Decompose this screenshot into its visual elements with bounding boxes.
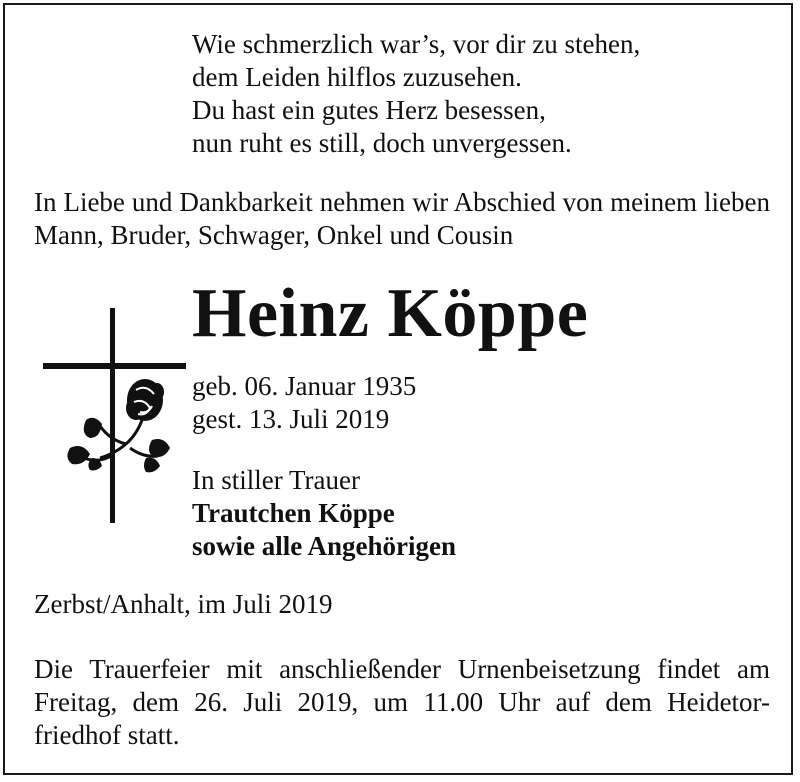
poem [192, 28, 640, 160]
mourners-block [192, 464, 456, 563]
mourner-name: Trautchen Köppe [192, 498, 395, 528]
other-mourners: sowie alle Angehörigen [192, 531, 456, 561]
cross-with-rose-icon [40, 308, 190, 528]
intro-text: In Liebe und Dankbarkeit nehmen wir Abschied von meinem lieben Mann, Bruder, Schwager, Onkel und Cousin [34, 187, 770, 250]
poem-line: Wie schmerzlich war’s, vor dir zu stehen, [192, 29, 641, 59]
funeral-line: Freitag, dem 26. Juli 2019, um 11.00 Uhr auf dem Heidetor- [34, 687, 770, 717]
poem-line: Du hast ein gutes Herz besessen, [192, 95, 546, 125]
mourning-intro: In stiller Trauer [192, 465, 360, 495]
deceased-name: Heinz Köppe [192, 275, 589, 352]
life-dates [192, 370, 416, 436]
death-date: gest. 13. Juli 2019 [192, 404, 390, 434]
birth-date: geb. 06. Januar 1935 [192, 371, 417, 401]
funeral-line: friedhof statt. [34, 720, 180, 750]
poem-line: nun ruht es still, doch unvergessen. [192, 128, 572, 158]
funeral-info [34, 653, 770, 752]
poem-line: dem Leiden hilflos zuzusehen. [192, 62, 522, 92]
place-date: Zerbst/Anhalt, im Juli 2019 [34, 589, 333, 619]
funeral-line: Die Trauerfeier mit anschließender Urnenbeisetzung findet am [34, 654, 770, 684]
